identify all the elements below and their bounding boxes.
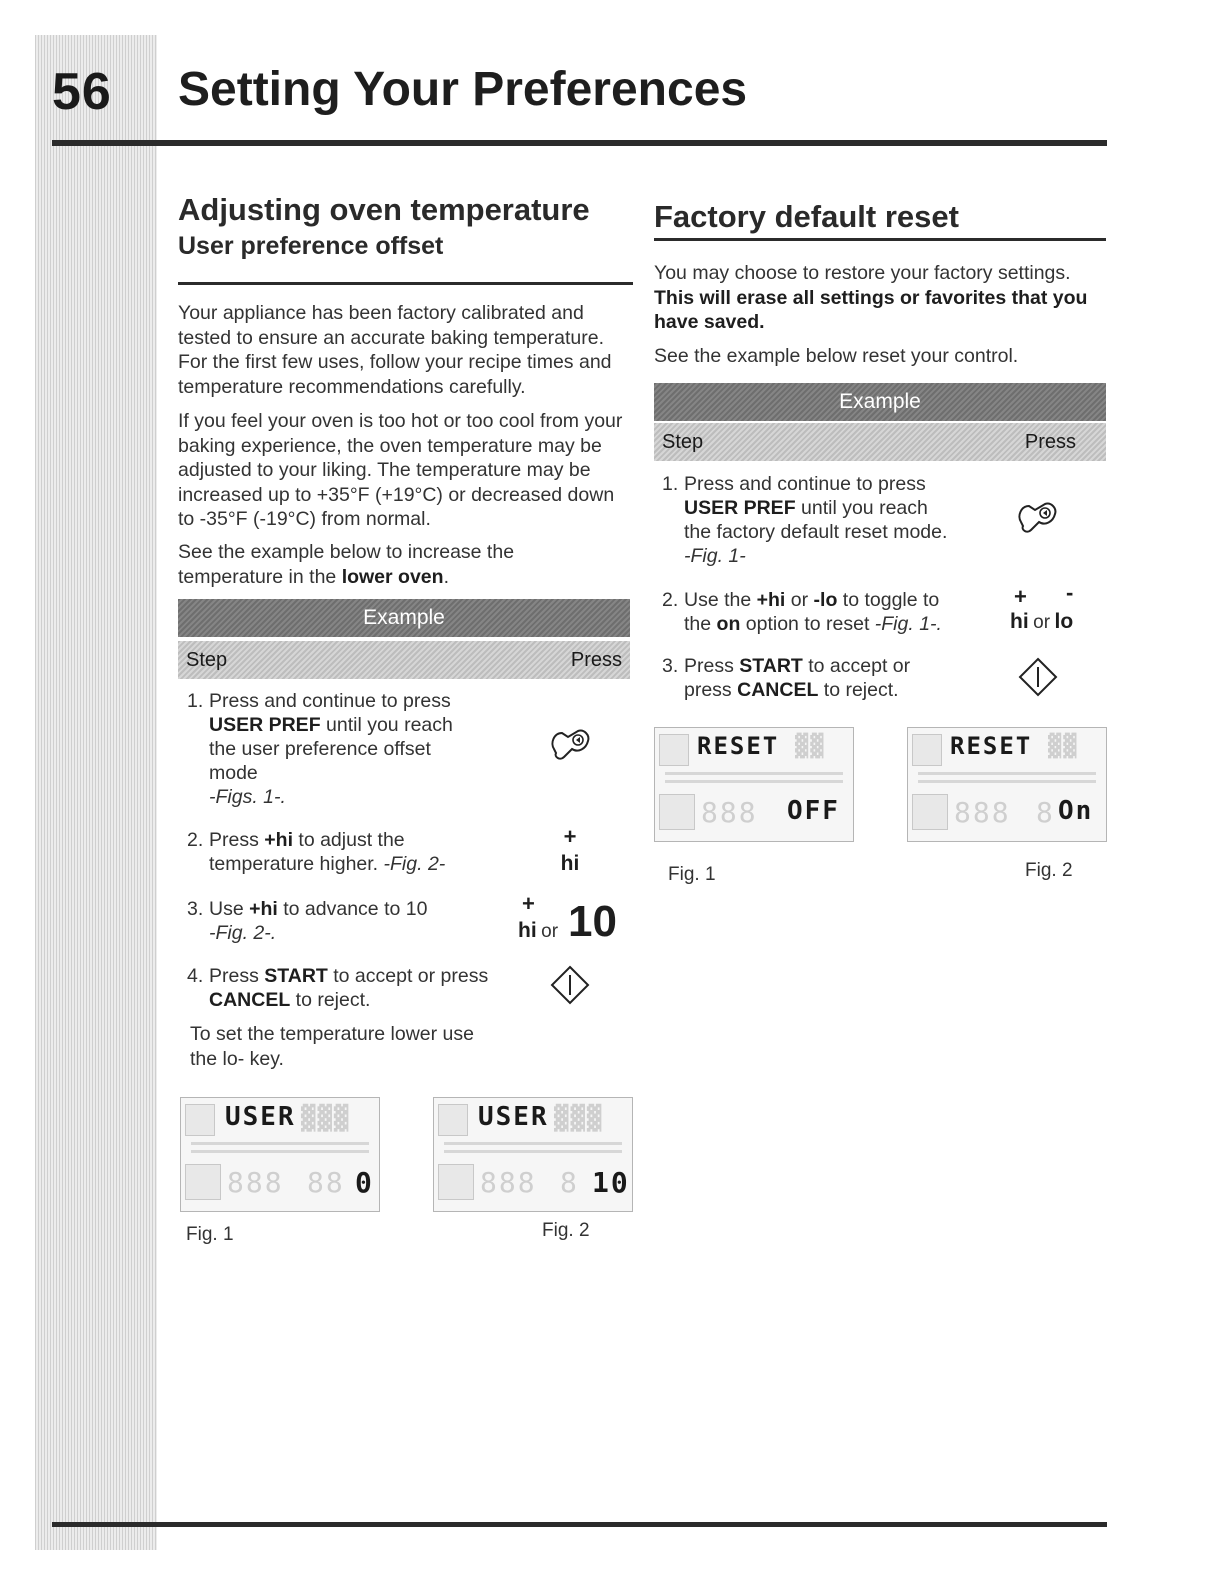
lcd-temp-value: 10 — [592, 1166, 630, 1199]
left-note: To set the temperature lower use the lo- key. — [190, 1023, 474, 1070]
lcd-food-icon — [438, 1104, 468, 1136]
left-example-bar: Example — [178, 599, 630, 637]
left-paragraph-2: If you feel your oven is too hot or too cool from your baking experience, the oven temperature may be adjusted to your liking. The temperature may be increased up to +35°F (+19°C) or decreased down to -35°F (-19°C) from normal. — [178, 410, 623, 530]
left-fig-1-label: Fig. 1 — [186, 1224, 234, 1245]
left-heading: Adjusting oven temperature — [178, 192, 590, 227]
lcd-temp-value: 0 — [355, 1166, 374, 1199]
lcd-food-icon — [659, 734, 689, 766]
right-lcd-fig-2: RESET ▓▓ 888 8 On — [907, 727, 1107, 842]
left-step-3: 3. Use +hi to advance to 10 -Fig. 2-. — [187, 898, 428, 944]
right-fig-1-label: Fig. 1 — [668, 864, 716, 885]
right-step-2: 2. Use the +hi or -lo to toggle to the on option to reset -Fig. 1-. — [662, 589, 942, 635]
left-lcd-fig-1: USER ▓▓▓ 888 88 0 — [180, 1097, 380, 1212]
press-column-header: Press — [570, 649, 622, 671]
left-paragraph-1: Your appliance has been factory calibrated and tested to ensure an accurate baking temperature. For the first few uses, follow your recipe times and temperature recommendations carefully. — [178, 302, 612, 398]
top-rule — [52, 140, 1107, 146]
lcd-food-icon — [912, 734, 942, 766]
user-pref-wrench-icon — [1015, 500, 1061, 536]
step-column-header: Step — [186, 649, 228, 671]
left-press-hi-or-10: + hi or 10 — [518, 891, 617, 946]
lcd-state-value: OFF — [787, 796, 840, 826]
bottom-rule — [52, 1522, 1107, 1527]
lcd-food-icon — [185, 1104, 215, 1136]
lcd-main-text: USER — [225, 1102, 296, 1132]
left-press-hi: + hi — [560, 824, 580, 875]
left-step-1: 1. Press and continue to press USER PREF until you reach the user preference offset mode -Figs. 1-. — [187, 690, 453, 808]
page-title: Setting Your Preferences — [178, 63, 748, 116]
step-column-header: Step — [662, 431, 704, 453]
left-paragraph-3: See the example below to increase the temperature in the lower oven. — [178, 541, 515, 588]
start-diamond-icon — [550, 965, 590, 1005]
right-step-1: 1. Press and continue to press USER PREF until you reach the factory default reset mode. -Fig. 1- — [662, 473, 948, 567]
page-number: 56 — [52, 63, 112, 121]
sidebar-decoration — [35, 35, 157, 1550]
right-paragraph-1: You may choose to restore your factory settings. This will erase all settings or favorites that you have saved. — [654, 262, 1088, 333]
right-lcd-fig-1: RESET ▓▓ 888 OFF — [654, 727, 854, 842]
lcd-main-text: RESET — [697, 732, 780, 760]
left-fig-2-label: Fig. 2 — [542, 1220, 590, 1241]
lcd-main-text: USER — [478, 1102, 549, 1132]
right-heading: Factory default reset — [654, 199, 959, 234]
right-press-hi-or-lo: + - hi or lo — [1010, 580, 1074, 633]
right-paragraph-2: See the example below reset your control. — [654, 345, 1019, 367]
left-step-4: 4. Press START to accept or press CANCEL to reject. — [187, 965, 489, 1011]
lcd-state-value: On — [1058, 796, 1094, 826]
lcd-main-text: RESET — [950, 732, 1033, 760]
left-subheading: User preference offset — [178, 232, 444, 260]
left-heading-rule — [178, 282, 633, 285]
right-fig-2-label: Fig. 2 — [1025, 860, 1073, 881]
right-heading-rule — [654, 238, 1106, 241]
right-example-bar: Example — [654, 383, 1106, 421]
press-column-header: Press — [1024, 431, 1076, 453]
left-step-header — [178, 641, 630, 679]
left-step-2: 2. Press +hi to adjust the temperature higher. -Fig. 2- — [187, 829, 446, 875]
start-diamond-icon — [1018, 657, 1058, 697]
user-pref-wrench-icon — [548, 727, 594, 763]
right-step-3: 3. Press START to accept or press CANCEL to reject. — [662, 655, 911, 701]
right-step-header — [654, 423, 1106, 461]
left-lcd-fig-2: USER ▓▓▓ 888 8 10 — [433, 1097, 633, 1212]
